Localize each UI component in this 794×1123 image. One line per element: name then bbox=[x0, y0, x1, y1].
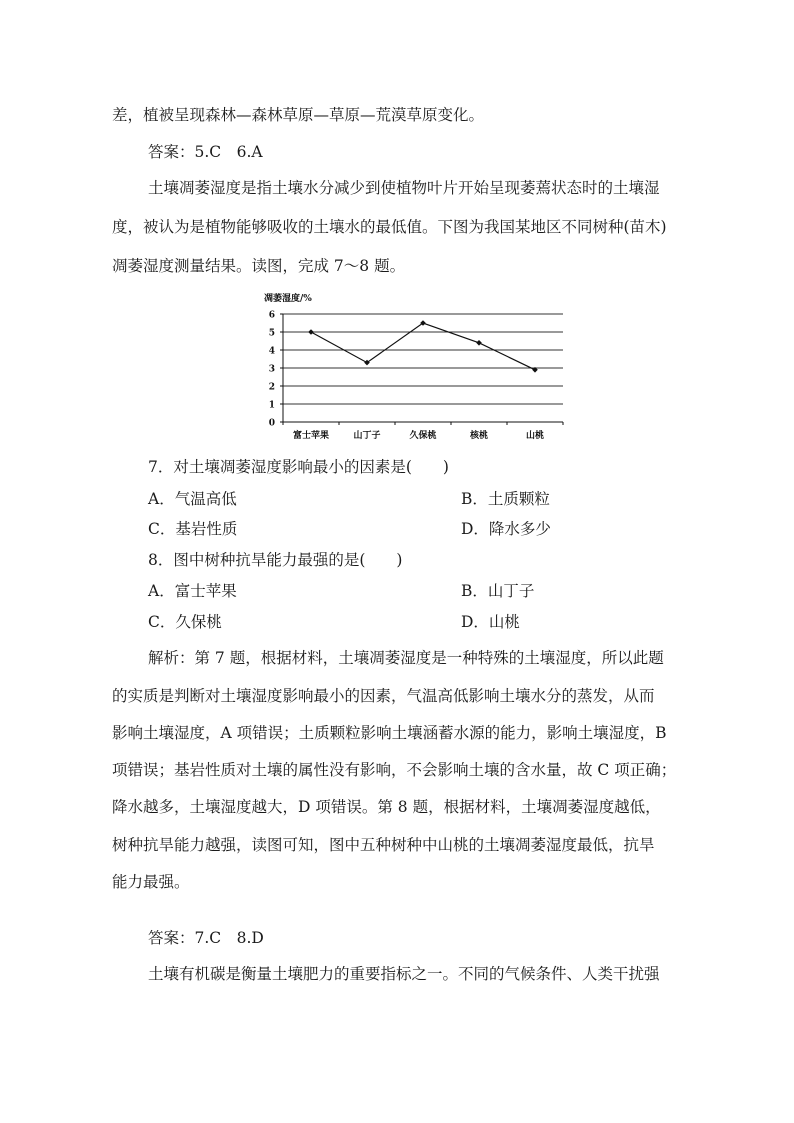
x-tick-label: 山桃 bbox=[525, 431, 545, 441]
q8-option-c: C．久保桃 bbox=[148, 613, 222, 631]
analysis-line: 项错误；基岩性质对土壤的属性没有影响，不会影响土壤的含水量，故 C 项正确； bbox=[112, 761, 677, 779]
question-7-stem: 7．对土壤凋萎湿度影响最小的因素是( ) bbox=[148, 458, 449, 476]
analysis-line: 影响土壤湿度，A 项错误；土质颗粒影响土壤涵蓄水源的能力，影响土壤湿度，B bbox=[112, 724, 667, 742]
x-tick-label: 核桃 bbox=[469, 431, 489, 441]
data-point bbox=[476, 340, 482, 346]
x-tick-label: 久保桃 bbox=[409, 431, 437, 441]
y-axis-label: 凋萎湿度/% bbox=[264, 294, 312, 304]
data-point bbox=[308, 329, 314, 335]
paragraph-line: 土壤有机碳是衡量土壤肥力的重要指标之一。不同的气候条件、人类干扰强 bbox=[148, 965, 660, 983]
analysis-line: 降水越多，土壤湿度越大，D 项错误。第 8 题，根据材料，土壤凋萎湿度越低， bbox=[112, 798, 661, 816]
y-tick-label: 4 bbox=[268, 346, 275, 357]
y-tick-label: 2 bbox=[268, 382, 275, 393]
answer-7-8: 答案：7.C 8.D bbox=[148, 929, 264, 947]
analysis-line: 解析：第 7 题，根据材料，土壤凋萎湿度是一种特殊的土壤湿度，所以此题 bbox=[148, 649, 664, 667]
analysis-line: 的实质是判断对土壤湿度影响最小的因素，气温高低影响土壤水分的蒸发，从而 bbox=[112, 687, 655, 705]
y-tick-label: 0 bbox=[268, 418, 275, 429]
q8-option-b: B．山丁子 bbox=[461, 582, 535, 600]
x-tick-label: 富士苹果 bbox=[292, 431, 330, 441]
question-8-stem: 8．图中树种抗旱能力最强的是( ) bbox=[148, 551, 403, 569]
answer-5-6: 答案：5.C 6.A bbox=[148, 143, 263, 161]
series-line bbox=[311, 323, 535, 370]
y-tick-label: 1 bbox=[268, 400, 275, 411]
paragraph-line: 差，植被呈现森林—森林草原—草原—荒漠草原变化。 bbox=[112, 106, 485, 124]
intro-line: 土壤凋萎湿度是指土壤水分减少到使植物叶片开始呈现萎蔫状态时的土壤湿 bbox=[148, 179, 660, 197]
y-tick-label: 5 bbox=[268, 328, 275, 339]
q8-option-a: A．富士苹果 bbox=[148, 582, 237, 600]
y-tick-label: 3 bbox=[268, 364, 275, 375]
intro-line: 凋萎湿度测量结果。读图，完成 7～8 题。 bbox=[112, 257, 406, 275]
q7-option-d: D．降水多少 bbox=[461, 520, 551, 538]
q7-option-c: C．基岩性质 bbox=[148, 520, 238, 538]
q7-option-a: A．气温高低 bbox=[148, 490, 237, 508]
analysis-line: 能力最强。 bbox=[112, 873, 190, 891]
wilting-humidity-chart bbox=[258, 288, 568, 444]
intro-line: 度，被认为是植物能够吸收的土壤水的最低值。下图为我国某地区不同树种(苗木) bbox=[112, 218, 667, 236]
q8-option-d: D．山桃 bbox=[461, 613, 520, 631]
y-tick-label: 6 bbox=[268, 310, 275, 321]
x-tick-label: 山丁子 bbox=[353, 431, 381, 441]
q7-option-b: B．土质颗粒 bbox=[461, 490, 550, 508]
analysis-line: 树种抗旱能力越强，读图可知，图中五种树种中山桃的土壤凋萎湿度最低，抗旱 bbox=[112, 836, 655, 854]
